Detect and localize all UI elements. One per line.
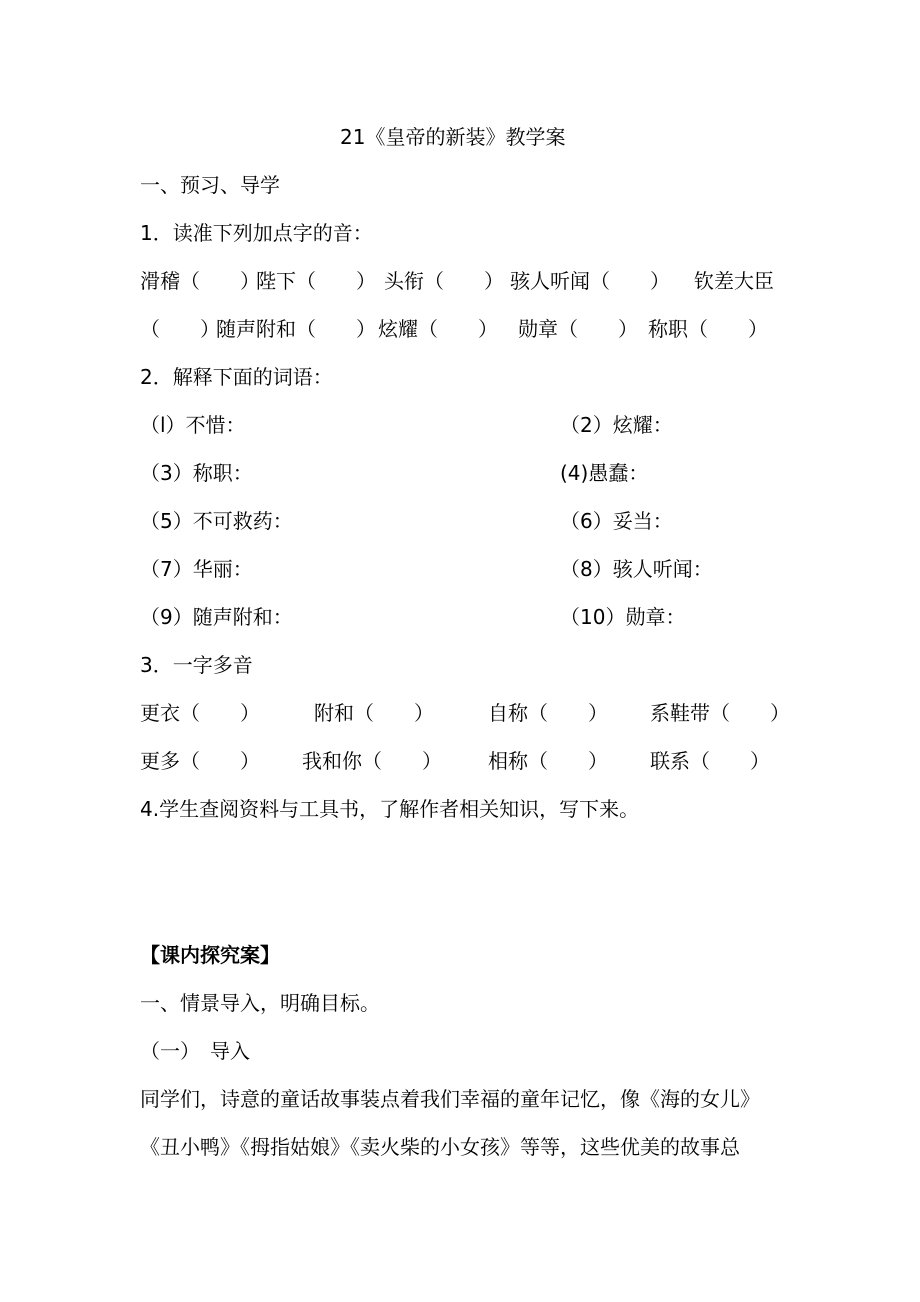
vocab-item: （6）妥当： <box>560 509 673 533</box>
pinyin-item: 滑稽（ ） <box>140 269 260 293</box>
section-inclass-heading: 【课内探究案】 <box>140 943 280 967</box>
subpart-intro-heading: （一） 导入 <box>140 1039 250 1063</box>
pinyin-item: 勋章（ ） <box>518 317 638 341</box>
section-preview-heading: 一、预习、导学 <box>140 173 280 197</box>
pinyin-item: 炫耀（ ） <box>378 317 498 341</box>
pinyin-item: 陛下（ ） <box>256 269 376 293</box>
vocab-item: （l）不惜： <box>140 413 246 437</box>
intro-paragraph-line: 《丑小鸭》《拇指姑娘》《卖火柴的小女孩》等等，这些优美的故事总 <box>140 1135 740 1159</box>
question-2-heading: 2．解释下面的词语： <box>140 365 333 389</box>
pinyin-item: 骇人听闻（ ） <box>510 269 670 293</box>
part-1-heading: 一、情景导入，明确目标。 <box>140 991 380 1015</box>
polyphone-item: 联系（ ） <box>650 749 770 773</box>
vocab-item: （8）骇人听闻： <box>560 557 713 581</box>
polyphone-item: 我和你（ ） <box>302 749 442 773</box>
vocab-item: （9）随声附和： <box>140 605 293 629</box>
polyphone-item: 相称（ ） <box>488 749 608 773</box>
pinyin-item: 头衔（ ） <box>384 269 504 293</box>
polyphone-item: 自称（ ） <box>488 701 608 725</box>
question-1-heading: 1．读准下列加点字的音： <box>140 221 373 245</box>
pinyin-item: 随声附和（ ） <box>216 317 376 341</box>
polyphone-item: 附和（ ） <box>314 701 434 725</box>
vocab-item: （2）炫耀： <box>560 413 673 437</box>
polyphone-item: 更衣（ ） <box>140 701 260 725</box>
page-title: 21《皇帝的新装》教学案 <box>340 125 566 149</box>
pinyin-item: （ ） <box>140 317 220 341</box>
question-4-text: 4.学生查阅资料与工具书，了解作者相关知识，写下来。 <box>140 797 640 821</box>
pinyin-item: 称职（ ） <box>648 317 768 341</box>
vocab-item: （10）勋章： <box>560 605 686 629</box>
intro-paragraph-line: 同学们，诗意的童话故事装点着我们幸福的童年记忆，像《海的女儿》 <box>140 1087 760 1111</box>
pinyin-item: 钦差大臣 <box>694 269 774 293</box>
polyphone-item: 系鞋带（ ） <box>650 701 790 725</box>
polyphone-item: 更多（ ） <box>140 749 260 773</box>
vocab-item: (4)愚蠢： <box>560 461 649 485</box>
vocab-item: （3）称职： <box>140 461 253 485</box>
vocab-item: （5）不可救药： <box>140 509 293 533</box>
question-3-heading: 3．一字多音 <box>140 653 253 677</box>
vocab-item: （7）华丽： <box>140 557 253 581</box>
